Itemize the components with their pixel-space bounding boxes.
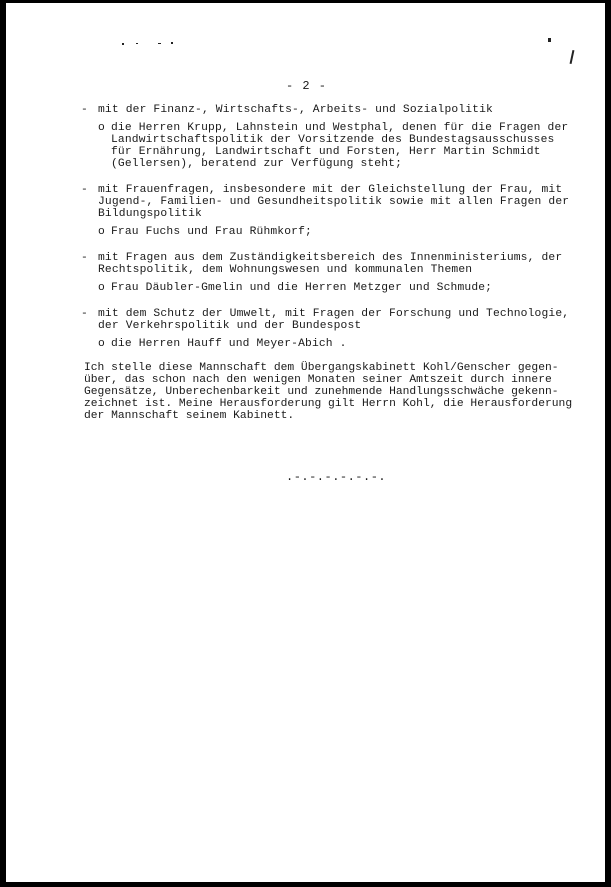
list-item-environment: [81, 308, 574, 350]
scan-border-left: [0, 0, 6, 887]
item-text-line: Rechtspolitik, dem Wohnungswesen und kommunalen Themen: [98, 264, 473, 276]
item-text-line: mit Frauenfragen, insbesondere mit der Gleichstellung der Frau, mit: [98, 184, 563, 196]
list-item-women: [81, 184, 574, 238]
paragraph-line: Gegensätze, Unberechenbarkeit und zunehmende Handlungsschwäche gekenn-: [84, 386, 559, 398]
closing-paragraph: [84, 362, 574, 422]
sub-item-persons: [98, 122, 574, 170]
scan-speck: [122, 43, 124, 45]
sub-text-line: Landwirtschaftspolitik der Vorsitzende des Bundestagsausschusses: [111, 134, 555, 146]
circle-bullet: o: [98, 338, 105, 350]
document-body: [81, 104, 574, 422]
paragraph-line: der Mannschaft seinem Kabinett.: [84, 410, 295, 422]
sub-item-persons: [98, 226, 574, 238]
sub-text-line: Frau Däubler-Gmelin und die Herren Metzger und Schmude;: [111, 282, 493, 294]
item-text-line: mit Fragen aus dem Zuständigkeitsbereich des Innenministeriums, der: [98, 252, 563, 264]
item-text-line: der Verkehrspolitik und der Bundespost: [98, 320, 362, 332]
end-separator: .-.-.-.-.-.-.: [286, 470, 387, 484]
paragraph-line: Ich stelle diese Mannschaft dem Übergangskabinett Kohl/Genscher gegen-: [84, 362, 559, 374]
page-number: - 2 -: [286, 79, 328, 93]
sub-item-persons: [98, 338, 574, 350]
list-item-finance: [81, 104, 574, 170]
scan-border-top: [0, 0, 611, 3]
scan-border-bottom: [0, 882, 611, 887]
list-item-interior: [81, 252, 574, 294]
scan-speck: [171, 42, 173, 44]
item-text-line: mit der Finanz-, Wirtschafts-, Arbeits- und Sozialpolitik: [98, 104, 493, 116]
dash-bullet: -: [81, 252, 88, 264]
sub-item-persons: [98, 282, 574, 294]
sub-text-line: Frau Fuchs und Frau Rühmkorf;: [111, 226, 312, 238]
item-text-line: mit dem Schutz der Umwelt, mit Fragen der Forschung und Technologie,: [98, 308, 570, 320]
item-text-line: Bildungspolitik: [98, 208, 202, 220]
paragraph-line: über, das schon nach den wenigen Monaten seiner Amtszeit durch innere: [84, 374, 552, 386]
circle-bullet: o: [98, 282, 105, 294]
scan-speck: [158, 43, 161, 44]
dash-bullet: -: [81, 104, 88, 116]
dash-bullet: -: [81, 184, 88, 196]
paragraph-line: zeichnet ist. Meine Herausforderung gilt Herrn Kohl, die Herausforderung: [84, 398, 573, 410]
sub-text-line: die Herren Krupp, Lahnstein und Westphal, denen für die Fragen der: [111, 122, 569, 134]
circle-bullet: o: [98, 226, 105, 238]
scan-speck: [548, 38, 551, 42]
circle-bullet: o: [98, 122, 105, 134]
sub-text-line: die Herren Hauff und Meyer-Abich .: [111, 338, 347, 350]
scan-border-right: [605, 0, 611, 887]
sub-text-line: für Ernährung, Landwirtschaft und Forsten, Herr Martin Schmidt: [111, 146, 541, 158]
dash-bullet: -: [81, 308, 88, 320]
item-text-line: Jugend-, Familien- und Gesundheitspolitik sowie mit allen Fragen der: [98, 196, 570, 208]
scan-speck: [136, 43, 138, 44]
sub-text-line: (Gellersen), beratend zur Verfügung steht;: [111, 158, 403, 170]
scan-speck: [570, 50, 575, 64]
